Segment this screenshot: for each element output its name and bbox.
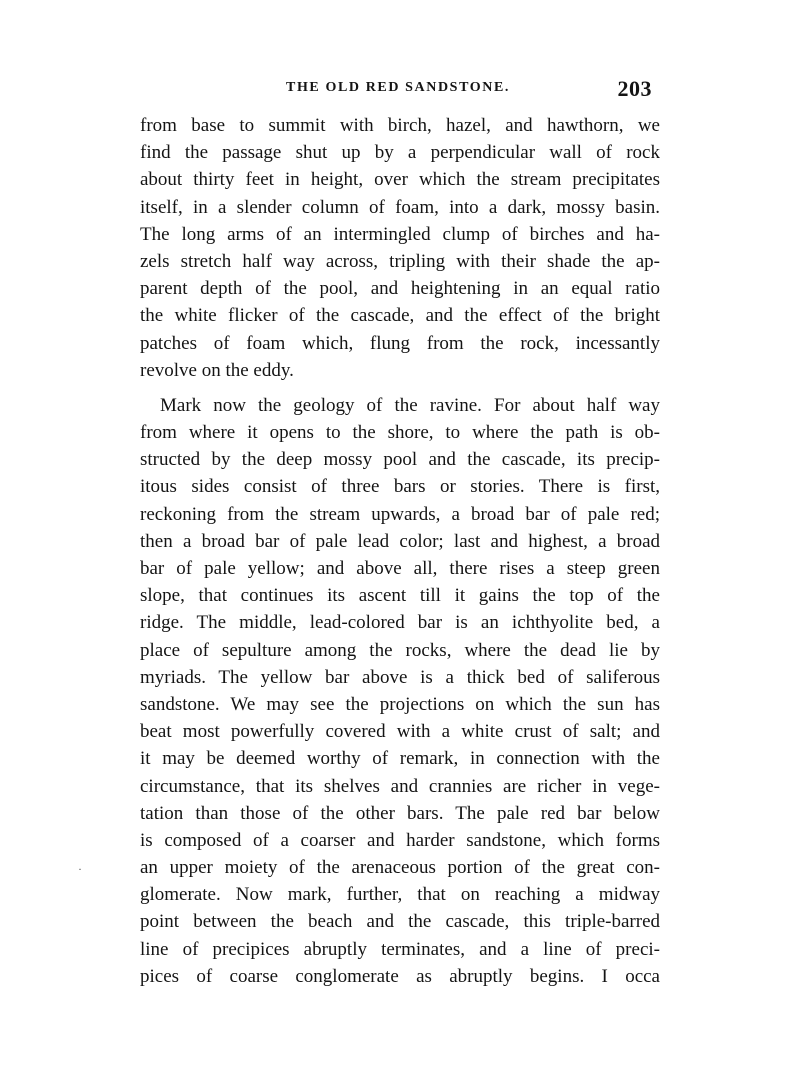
text-line: beat most powerfully covered with a white crust of salt; and (140, 721, 660, 743)
text-line: about thirty feet in height, over which the stream precipitates (140, 169, 660, 191)
text-line: structed by the deep mossy pool and the cascade, its precip- (140, 449, 660, 471)
text-line: it may be deemed worthy of remark, in connection with the (140, 748, 660, 770)
paragraph-break (140, 384, 660, 392)
text-line: slope, that continues its ascent till it gains the top of the (140, 585, 660, 607)
text-line: ridge. The middle, lead-colored bar is an ichthyolite bed, a (140, 612, 660, 634)
paragraph-2 (140, 392, 660, 990)
margin-speck: · (78, 862, 82, 876)
text-line: glomerate. Now mark, further, that on reaching a midway (140, 884, 660, 906)
text-line: then a broad bar of pale lead color; last and highest, a broad (140, 530, 660, 552)
text-line: myriads. The yellow bar above is a thick bed of saliferous (140, 666, 660, 688)
text-line: parent depth of the pool, and heightening in an equal ratio (140, 278, 660, 300)
text-line: tation than those of the other bars. The pale red bar below (140, 802, 660, 824)
text-line: find the passage shut up by a perpendicular wall of rock (140, 142, 660, 164)
text-line: an upper moiety of the arenaceous portion of the great con- (140, 857, 660, 879)
text-line: reckoning from the stream upwards, a broad bar of pale red; (140, 503, 660, 525)
text-line: point between the beach and the cascade, this triple-barred (140, 911, 660, 933)
page-number: 203 (617, 76, 652, 101)
text-line: bar of pale yellow; and above all, there rises a steep green (140, 558, 660, 579)
text-line: is composed of a coarser and harder sandstone, which forms (140, 829, 660, 851)
text-line: pices of coarse conglomerate as abruptly begins. I occa (140, 965, 660, 987)
text-line: line of precipices abruptly terminates, and a line of preci- (140, 938, 660, 960)
running-head-title: THE OLD RED SANDSTONE. (286, 80, 510, 95)
text-line: itous sides consist of three bars or stories. There is first, (140, 476, 660, 498)
text-line: from base to summit with birch, hazel, and hawthorn, we (140, 115, 660, 136)
text-line: from where it opens to the shore, to where the path is ob- (140, 422, 660, 444)
text-line: place of sepulture among the rocks, where the dead lie by (140, 639, 660, 661)
text-line: revolve on the eddy. (140, 359, 294, 381)
text-line: itself, in a slender column of foam, into a dark, mossy basin. (140, 196, 660, 218)
text-line: Mark now the geology of the ravine. For about half way (160, 394, 660, 416)
text-line: sandstone. We may see the projections on which the sun has (140, 693, 660, 715)
text-line: circumstance, that its shelves and crannies are richer in vege- (140, 775, 660, 797)
paragraph-1 (140, 112, 660, 384)
text-line: The long arms of an intermingled clump of birches and ha- (140, 223, 660, 245)
text-line: patches of foam which, flung from the rock, incessantly (140, 332, 660, 354)
text-line: zels stretch half way across, tripling with their shade the ap- (140, 250, 660, 272)
text-line: the white flicker of the cascade, and the effect of the bright (140, 305, 660, 327)
body-text (140, 112, 660, 990)
running-head (140, 78, 660, 102)
